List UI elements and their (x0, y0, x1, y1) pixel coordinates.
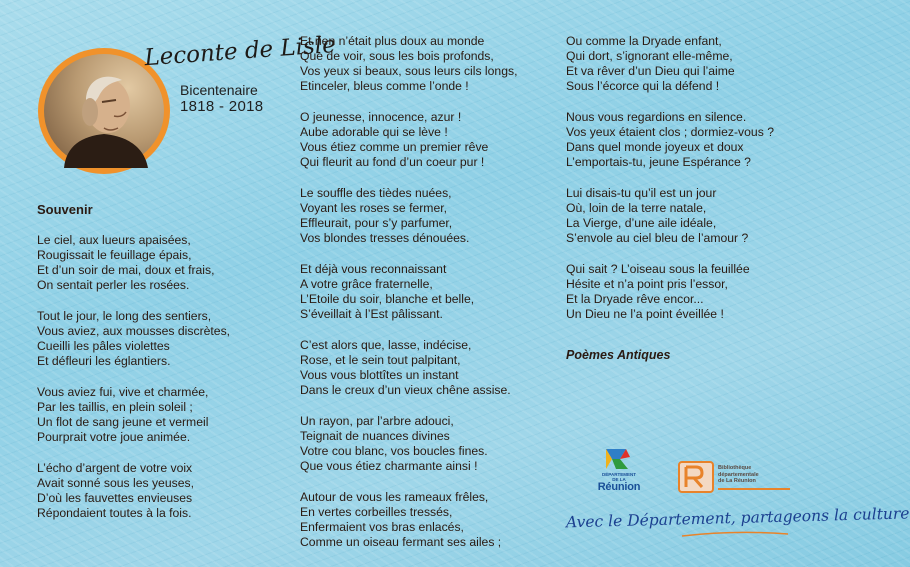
poem-line: Pourprait votre joue animée. (37, 430, 191, 444)
poem-line: Qui dort, s’ignorant elle-même, (566, 49, 733, 63)
poem-line: S’envole au ciel bleu de l’amour ? (566, 231, 749, 245)
poem-title: Souvenir (37, 202, 93, 217)
library-logo (678, 461, 798, 495)
author-signature: Leconte de Lisle (143, 31, 337, 72)
stanza (300, 262, 545, 322)
poem-line: Comme un oiseau fermant ses ailes ; (300, 535, 502, 549)
poem-column-3 (566, 34, 826, 338)
poem-line: D’où les fauvettes envieuses (37, 491, 193, 505)
poem-line: Vos yeux si beaux, sous leurs cils longs, (300, 64, 518, 78)
poem-line: S’éveillait à l’Est pâlissant. (300, 307, 443, 321)
reunion-logo-line2: DE LA (612, 477, 626, 482)
reunion-r-icon (602, 447, 632, 471)
poem-line: Qui fleurit au fond d’un coeur pur ! (300, 155, 485, 169)
poem-line: Vos yeux étaient clos ; dormiez-vous ? (566, 125, 774, 139)
poem-line: En vertes corbeilles tressés, (300, 505, 453, 519)
poem-column-1 (37, 202, 272, 537)
poem-line: Et déjà vous reconnaissant (300, 262, 447, 276)
poem-line: Vous aviez fui, vive et charmée, (37, 385, 209, 399)
library-r-icon (678, 461, 714, 493)
library-logo-line2: départementale (718, 471, 759, 478)
poem-source: Poèmes Antiques (566, 348, 671, 362)
poem-line: L’écho d’argent de votre voix (37, 461, 193, 475)
stanza (37, 233, 272, 293)
stanza (300, 338, 545, 398)
poem-line: Enfermaient vos bras enlacés, (300, 520, 464, 534)
poem-line: Et d’un soir de mai, doux et frais, (37, 263, 215, 277)
poem-line: Votre cou blanc, vos boucles fines. (300, 444, 488, 458)
poem-line: Lui disais-tu qu’il est un jour (566, 186, 717, 200)
poem-line: Où, loin de la terre natale, (566, 201, 707, 215)
poem-line: Dans le creux d’un vieux chêne assise. (300, 383, 511, 397)
stanza (566, 262, 826, 322)
stanza (37, 461, 272, 521)
library-logo-line3: de La Réunion (718, 478, 756, 484)
poem-line: Vos blondes tresses dénouées. (300, 231, 470, 245)
reunion-logo-line1: DÉPARTEMENT (602, 472, 636, 477)
poem-line: Vous aviez, aux mousses discrètes, (37, 324, 231, 338)
poem-column-2 (300, 34, 545, 566)
poem-line: Répondaient toutes à la fois. (37, 506, 192, 520)
reunion-department-logo (590, 447, 648, 499)
poem-line: Tout le jour, le long des sentiers, (37, 309, 212, 323)
poem-line: Effleurait, pour s’y parfumer, (300, 216, 453, 230)
stanza (566, 110, 826, 170)
stanza (566, 34, 826, 94)
poem-line: La Vierge, d’une aile idéale, (566, 216, 717, 230)
poem-line: C’est alors que, lasse, indécise, (300, 338, 472, 352)
stanza (300, 110, 545, 170)
stanza (300, 186, 545, 246)
poem-line: Etinceler, bleus comme l’onde ! (300, 79, 469, 93)
stanza (37, 385, 272, 445)
poem-line: Autour de vous les rameaux frêles, (300, 490, 489, 504)
stanza (566, 186, 826, 246)
poem-line: On sentait perler les rosées. (37, 278, 190, 292)
poem-line: O jeunesse, innocence, azur ! (300, 110, 462, 124)
library-logo-bar (718, 488, 790, 490)
poem-line: Le souffle des tièdes nuées, (300, 186, 452, 200)
poem-line: Que de voir, sous les bois profonds, (300, 49, 494, 63)
poem-line: Ou comme la Dryade enfant, (566, 34, 722, 48)
poem-line: Voyant les roses se fermer, (300, 201, 447, 215)
slogan-underline (680, 530, 790, 538)
poem-line: Nous vous regardions en silence. (566, 110, 747, 124)
poem-line: Et rien n’était plus doux au monde (300, 34, 485, 48)
poem-line: Qui sait ? L’oiseau sous la feuillée (566, 262, 750, 276)
poem-line: Un rayon, par l’arbre adouci, (300, 414, 454, 428)
poem-line: L’Etoile du soir, blanche et belle, (300, 292, 475, 306)
poem-line: L’emportais-tu, jeune Espérance ? (566, 155, 751, 169)
poem-line: Et va rêver d’un Dieu qui l’aime (566, 64, 735, 78)
poem-line: Teignait de nuances divines (300, 429, 450, 443)
poem-line: Rose, et le sein tout palpitant, (300, 353, 461, 367)
poem-line: Par les taillis, en plein soleil ; (37, 400, 193, 414)
stanza (300, 414, 545, 474)
years-label: 1818 - 2018 (180, 98, 264, 115)
poem-line: Un Dieu ne l’a point éveillée ! (566, 307, 724, 321)
poem-line: Un flot de sang jeune et vermeil (37, 415, 209, 429)
stanza (37, 309, 272, 369)
poem-line: Vous étiez comme un premier rêve (300, 140, 489, 154)
poem-line: Vous vous blottîtes un instant (300, 368, 459, 382)
poem-line: Dans quel monde joyeux et doux (566, 140, 744, 154)
poem-line: Et défleuri les églantiers. (37, 354, 171, 368)
poem-line: Rougissait le feuillage épais, (37, 248, 192, 262)
reunion-logo-name: Réunion (597, 481, 641, 493)
library-logo-line1: Bibliothèque (718, 465, 752, 471)
poem-line: Que vous étiez charmante ainsi ! (300, 459, 478, 473)
poem-line: Avait sonné sous les yeuses, (37, 476, 194, 490)
stanza (300, 490, 545, 550)
poem-line: Hésite et n’a point pris l’essor, (566, 277, 728, 291)
poem-line: Aube adorable qui se lève ! (300, 125, 448, 139)
stanza (300, 34, 545, 94)
poem-line: Le ciel, aux lueurs apaisées, (37, 233, 191, 247)
bicentenaire-label: Bicentenaire (180, 82, 258, 98)
poem-line: A votre grâce fraternelle, (300, 277, 433, 291)
poem-line: Cueilli les pâles violettes (37, 339, 170, 353)
poem-line: Et la Dryade rêve encor... (566, 292, 704, 306)
slogan: Avec le Département, partageons la culture (565, 504, 910, 532)
library-logo-text (718, 465, 796, 485)
poem-line: Sous l’écorce qui la défend ! (566, 79, 720, 93)
